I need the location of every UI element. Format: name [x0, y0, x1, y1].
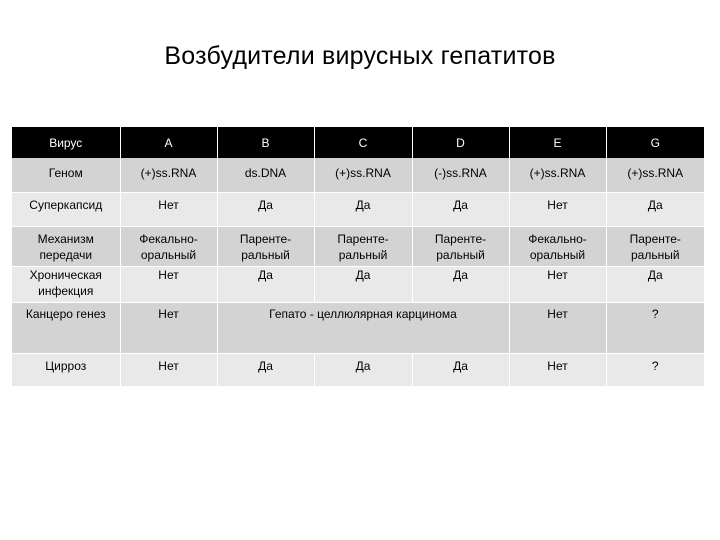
table-cell: Да [217, 353, 314, 386]
table-row-cirrhosis [12, 353, 704, 386]
header-cell-b: B [217, 127, 314, 158]
table-cell: (+)ss.RNA [509, 158, 606, 192]
table-cell: Фекально-оральный [120, 226, 217, 266]
table-cell: Да [412, 192, 509, 226]
table-cell: ds.DNA [217, 158, 314, 192]
table-cell-merged: Гепато - целлюлярная карцинома [217, 302, 509, 353]
table-cell: (+)ss.RNA [314, 158, 412, 192]
table-cell: ? [606, 353, 704, 386]
table-cell: Нет [509, 192, 606, 226]
table-cell: Нет [120, 192, 217, 226]
table-cell: Паренте-ральный [217, 226, 314, 266]
header-cell-d: D [412, 127, 509, 158]
table-cell: (+)ss.RNA [606, 158, 704, 192]
header-cell-virus: Вирус [12, 127, 120, 158]
table-cell: Нет [509, 266, 606, 302]
table-cell: Да [412, 353, 509, 386]
table-row-chronic [12, 266, 704, 302]
row-label: Хроническая инфекция [12, 266, 120, 302]
header-cell-c: C [314, 127, 412, 158]
table-cell: Да [217, 266, 314, 302]
table-row-supercapsid [12, 192, 704, 226]
table-cell: Да [314, 353, 412, 386]
table-cell: Нет [120, 353, 217, 386]
table-cell: Да [606, 192, 704, 226]
table-cell: Да [217, 192, 314, 226]
table-row-genome [12, 158, 704, 192]
table-row-carcinogenesis [12, 302, 704, 353]
table-cell: Да [606, 266, 704, 302]
row-label: Суперкапсид [12, 192, 120, 226]
hepatitis-viruses-table [12, 127, 704, 387]
table-cell: Нет [120, 302, 217, 353]
table-header-row [12, 127, 704, 158]
table-cell: Паренте-ральный [412, 226, 509, 266]
row-label: Канцеро генез [12, 302, 120, 353]
table-cell: Да [314, 192, 412, 226]
row-label: Механизм передачи [12, 226, 120, 266]
table-cell: (+)ss.RNA [120, 158, 217, 192]
table-cell: (-)ss.RNA [412, 158, 509, 192]
header-cell-a: A [120, 127, 217, 158]
table-cell: Нет [509, 302, 606, 353]
row-label: Цирроз [12, 353, 120, 386]
page-title: Возбудители вирусных гепатитов [164, 42, 556, 70]
row-label: Геном [12, 158, 120, 192]
table-cell: Да [412, 266, 509, 302]
table-cell: ? [606, 302, 704, 353]
table-cell: Фекально-оральный [509, 226, 606, 266]
header-cell-e: E [509, 127, 606, 158]
table-row-transmission [12, 226, 704, 266]
table-cell: Да [314, 266, 412, 302]
table-cell: Нет [509, 353, 606, 386]
table-cell: Нет [120, 266, 217, 302]
header-cell-g: G [606, 127, 704, 158]
table-cell: Паренте-ральный [314, 226, 412, 266]
table-cell: Паренте-ральный [606, 226, 704, 266]
